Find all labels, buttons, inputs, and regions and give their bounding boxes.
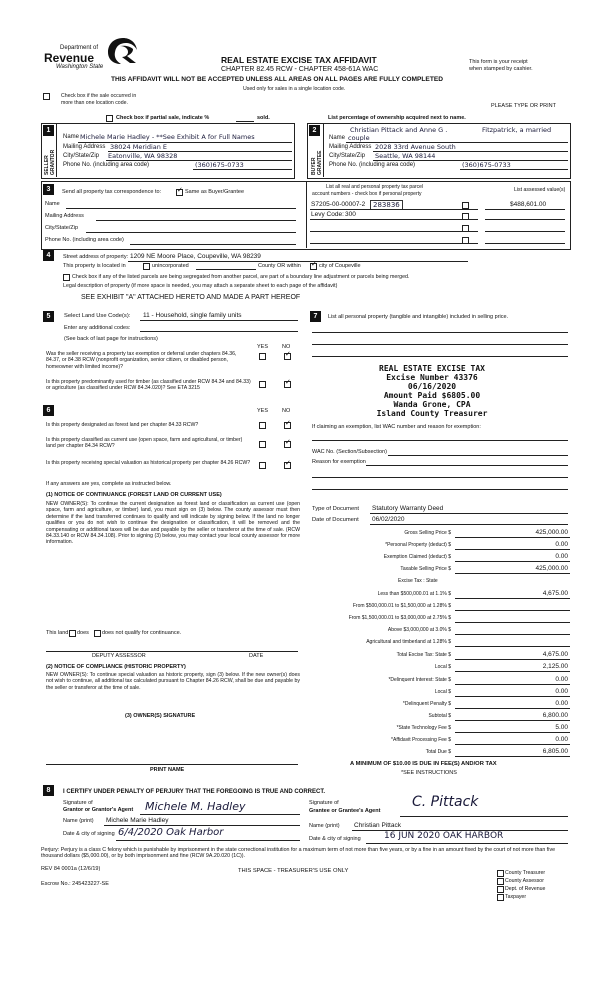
treasurer-use-only: THIS SPACE - TREASURER'S USE ONLY [238,868,349,874]
receipt-note-2: when stamped by cashier. [469,66,533,72]
seller-phone[interactable]: (360)675-0733 [195,161,244,169]
document-type-label: Type of Document [312,506,360,512]
copy-label: County Treasurer [505,870,546,876]
tax-row-value[interactable]: 0.00 [555,736,568,743]
sec5-question-1: Was the seller receiving a property tax exemption or deferral under chapters 84.36, 84.37, or 84.38 RCW (nonprofit organization, senior citizen, or disabled person, homeowner with limited income)? [46,351,237,370]
personal-property-checkbox-2[interactable] [462,213,469,220]
copy-label: County Assessor [505,878,544,884]
tax-row-label: Above $3,000,000 at 3.0% $ [387,627,451,633]
tax-row-label: Excise Tax : State [398,578,438,584]
sec5-question-2: Is this property predominantly used for timber (as classified under RCW 84.34 and 84.33) or agriculture (as classified under RCW 84.34.020)? See ETA 3215 [46,379,251,392]
sec5-q2-no[interactable] [284,381,291,388]
copy-checkbox[interactable] [497,886,504,893]
tax-row-label: Agricultural and timberland at 1.28% $ [366,639,451,645]
buyer-name[interactable]: couple [348,134,370,142]
dept-line3: Washington State [56,64,104,70]
sec6-question-2: Is this property classified as current use (open space, farm and agricultural, or timber) land per chapter 84.34 RCW? [46,437,243,450]
same-as-buyer-label: Same as Buyer/Grantee [185,189,245,195]
sec6-q2-yes[interactable] [259,441,266,448]
grantee-sig-label-1: Signature of [309,800,339,806]
tax-row-label: Less than $500,000.01 at 1.1% $ [377,591,451,597]
levy-code[interactable]: 300 [345,211,356,218]
dept-line1: Department of [60,45,99,51]
buyer-city[interactable]: Seattle, WA 98144 [375,152,436,160]
dept-line2: Revenue [44,51,95,65]
stamp-line-6: Island County Treasurer [376,409,488,418]
buyer-side-label: BUYER GRANTEE [311,150,323,175]
copy-checkbox[interactable] [497,894,504,901]
stamp-line-5: Wanda Grone, CPA [393,400,471,409]
located-in-label: This property is located in [63,263,126,269]
buyer-name-top-2[interactable]: Fitzpatrick, a married [482,126,552,134]
assessed-value[interactable]: $488,601.00 [510,201,547,208]
ownership-note: List percentage of ownership acquired next to name. [328,115,466,121]
grantee-date-city[interactable]: 16 JUN 2020 OAK HARBOR [384,831,504,841]
copy-checkbox[interactable] [497,870,504,877]
personal-property-label: List all personal property (tangible and intangible) included in selling price. [328,314,509,320]
seller-address-label: Mailing Address [63,144,106,150]
sec6-q1-yes[interactable] [259,422,266,429]
multi-location-label-2: more than one location code. [61,100,128,106]
section-4-number: 4 [43,250,54,261]
assessor-date-label: DATE [249,653,264,659]
sec6-question-1: Is this property designated as forest land per chapter 84.33 RCW? [46,422,199,428]
tax-row-label: *Delinquent Interest: State $ [388,677,451,683]
grantor-date-city-label: Date & city of signing [63,831,115,837]
does-qualify-checkbox[interactable] [69,630,76,637]
form-warning: THIS AFFIDAVIT WILL NOT BE ACCEPTED UNLESS ALL AREAS ON ALL PAGES ARE FULLY COMPLETED [111,76,444,83]
copy-checkbox[interactable] [497,878,504,885]
buyer-name-label: Name [329,135,346,141]
buyer-address-label: Mailing Address [329,144,372,150]
revenue-logo-icon [106,36,140,66]
stamp-line-4: Amount Paid $6805.00 [383,391,481,400]
tax-row-value[interactable]: 6,800.00 [542,712,568,719]
seller-side-label: SELLER GRANTOR [44,149,56,175]
does-not-label: does not qualify for continuance. [102,630,182,636]
see-instructions-note: *SEE INSTRUCTIONS [401,770,457,776]
legal-description-label: Legal description of property (if more space is needed, you may attach a separate sheet to each page of the affidavit) [63,283,338,289]
tax-row-label: Exemption Claimed (deduct) $ [383,554,451,560]
tax-row-label: Gross Selling Price $ [404,530,451,536]
tax-row-label: Subtotal $ [428,713,451,719]
notice-continuance-title: (1) NOTICE OF CONTINUANCE (FOREST LAND OR CURRENT USE) [46,492,222,498]
section-5-number: 5 [43,311,54,322]
sec5-q2-yes[interactable] [259,381,266,388]
sec5-q1-no[interactable] [284,353,291,360]
land-use-label: Select Land Use Code(s): [64,313,131,319]
land-use-code[interactable]: 11 - Household, single family units [143,312,242,319]
please-type: PLEASE TYPE OR PRINT [491,103,557,109]
tax-row-label: *Delinquent Penalty $ [402,701,451,707]
seller-city-label: City/State/Zip [63,153,100,159]
street-address[interactable]: 1209 NE Moore Place, Coupeville, WA 98239 [130,253,261,260]
sec6-q2-no[interactable] [284,441,291,448]
levy-code-label: Levy Code: [311,211,344,218]
sec3-city-label: City/State/Zip [45,225,79,231]
tax-row-value[interactable]: 5.00 [555,724,568,731]
sec6-q3-no[interactable] [284,462,291,469]
seller-address[interactable]: 38024 Meridian E [110,143,168,151]
does-not-qualify-checkbox[interactable] [94,630,101,637]
see-back-note: (See back of last page for instructions) [64,336,158,342]
parcel-header-2: account numbers - check box if personal property [312,191,422,197]
stamp-line-1: REAL ESTATE EXCISE TAX [379,364,485,373]
seller-phone-label: Phone No. (including area code) [63,162,150,168]
form-chapter: CHAPTER 82.45 RCW - CHAPTER 458-61A WAC [221,66,379,73]
personal-property-checkbox-4[interactable] [462,237,469,244]
tax-row-value[interactable]: 4,675.00 [542,590,568,597]
exhibit-reference: SEE EXHIBIT "A" ATTACHED HERETO AND MADE A PART HEREOF [81,294,301,301]
sec6-question-3: Is this property receiving special valuation as historical property per chapter 84.26 RCW? [46,460,251,466]
section-1-number: 1 [43,125,54,136]
buyer-phone-label: Phone No. (including area code) [329,162,416,168]
sec6-q3-yes[interactable] [259,462,266,469]
buyer-city-label: City/State/Zip [329,153,366,159]
same-as-buyer-checkbox[interactable] [176,189,183,196]
this-land-label: This land [46,630,69,636]
grantor-sig-label-2: Grantor or Grantor's Agent [63,807,134,813]
unincorporated-label: unincorporated [152,263,189,269]
section-2-number: 2 [309,125,320,136]
county-or-within-label: County OR within [258,263,301,269]
receipt-note-1: This form is your receipt [469,59,528,65]
sec3-address-label: Mailing Address [45,213,84,219]
additional-codes-label: Enter any additional codes: [64,325,131,331]
segregated-checkbox[interactable] [63,274,70,281]
sec5-no-header: NO [282,344,291,350]
partial-sale-sold: sold. [257,115,270,121]
document-date[interactable]: 06/02/2020 [372,516,405,523]
notice-continuance-body: NEW OWNER(S): To continue the current designation as forest land or classification as current use (open space, farm and agriculture, or timber) land, you must sign on (3) below. The county assessor must then determine if the land transferred continues to qualify and will indicate by signing below. If the land no longer qualifies or you do not wish to continue the designation or classification, it will be removed and the compensating or additional taxes will be due and payable by the seller or transferor at the time of sale. (RCW 84.33.140 or RCW 84.34.108). Prior to signing (3) below, you may contact your local county assessor for more information. [46,501,300,546]
sec5-q1-yes[interactable] [259,353,266,360]
notice-compliance-body: NEW OWNER(S): To continue special valuation as historic property, sign (3) below. If the new owner(s) does not wish to continue, all additional tax calculated pursuant to Chapter 84.26 RCW, shall be due and payable by the seller or transferor at the time of sale. [46,672,300,691]
tax-row-value[interactable]: 425,000.00 [535,529,568,536]
tax-row-label: Total Due $ [425,749,451,755]
sec3-name-label: Name [45,201,60,207]
tax-row-value[interactable]: 425,000.00 [535,565,568,572]
stamp-line-3: 06/16/2020 [407,382,457,391]
section-3-number: 3 [43,184,54,195]
tax-row-value[interactable]: 0.00 [555,676,568,683]
grantee-printed-name[interactable]: Christian Pittack [354,822,401,829]
stamp-line-2: Excise Number 43376 [386,373,478,382]
deputy-assessor-label: DEPUTY ASSESSOR [92,653,146,659]
does-label: does [77,630,89,636]
form-revision: REV 84 0001a (12/6/19) [41,866,101,872]
form-title: REAL ESTATE EXCISE TAX AFFIDAVIT [221,55,377,65]
city-of-label: city of Coupeville [319,263,361,269]
within-city-checkbox[interactable] [310,263,317,270]
tax-row-label: From $500,000.01 to $1,500,000 at 1.28% $ [352,603,451,609]
tax-row-label: *State Technology Fee $ [396,725,451,731]
notice-compliance-title: (2) NOTICE OF COMPLIANCE (HISTORIC PROPERTY) [46,664,186,670]
seller-name[interactable]: Michele Marie Hadley - **See Exhibit A for Full Names [80,133,255,141]
multi-location-checkbox[interactable] [43,93,50,100]
if-yes-note: If any answers are yes, complete as instructed below. [46,481,172,487]
tax-row-label: Local $ [434,664,451,670]
certify-statement: I CERTIFY UNDER PENALTY OF PERJURY THAT THE FOREGOING IS TRUE AND CORRECT. [63,789,326,795]
exemption-label: If claiming an exemption, list WAC number and reason for exemption: [312,424,481,430]
owner-signature-label: (3) OWNER(S) SIGNATURE [125,713,196,719]
partial-sale-checkbox[interactable] [106,115,113,122]
personal-property-checkbox-3[interactable] [462,225,469,232]
grantee-sig-label-2: Grantee or Grantee's Agent [309,808,381,814]
buyer-phone[interactable]: (360)675-0733 [462,161,511,169]
buyer-address[interactable]: 2028 33rd Avenue South [375,143,456,151]
street-address-label: Street address of property: [63,254,129,260]
used-only-note: Used only for sales in a single location code. [243,86,346,92]
sec6-no-header: NO [282,408,291,414]
sec6-q1-no[interactable] [284,422,291,429]
tax-row-value[interactable]: 2,125.00 [542,663,568,670]
minimum-due-note: A MINIMUM OF $10.00 IS DUE IN FEE(S) AND/OR TAX [350,761,497,767]
grantor-printed-name[interactable]: Michele Marie Hadley [106,817,169,824]
tax-row-value[interactable]: 6,805.00 [542,748,568,755]
section-6-number: 6 [43,405,54,416]
grantor-name-print-label: Name (print) [63,818,94,824]
grantor-date-city[interactable]: 6/4/2020 Oak Harbor [118,827,224,838]
perjury-statement: Perjury: Perjury is a class C felony which is punishable by imprisonment in the state correctional institution for a maximum term of not more than five years, or by a fine in an amount fixed by the court of not more than five thousand dollars ($5,000.00), or by both imprisonment and fine (RCW 9A.20.020 (1C)). [41,847,556,860]
tax-row-value[interactable]: 0.00 [555,700,568,707]
section-8-number: 8 [43,785,54,796]
tax-row-label: *Affidavit Processing Fee $ [391,737,451,743]
parcel-header-1: List all real and personal property tax parcel [326,184,423,190]
seller-name-label: Name [63,134,80,140]
sec6-yes-header: YES [257,408,269,414]
grantee-signature[interactable]: C. Pittack [412,794,479,810]
section-7-number: 7 [310,311,321,322]
wac-label: WAC No. (Section/Subsection) [312,449,387,455]
grantor-sig-label-1: Signature of [63,800,93,806]
grantee-date-city-label: Date & city of signing [309,836,361,842]
tax-row-label: Taxable Selling Price $ [400,566,451,572]
grantee-name-print-label: Name (print) [309,823,340,829]
multi-location-label-1: Check box if the sale occurred in [61,93,137,99]
parcel-number[interactable]: S7205-00-00007-2 [311,201,366,208]
partial-sale-label: Check box if partial sale, indicate % [116,115,210,121]
grantor-signature[interactable]: Michele M. Hadley [145,800,246,813]
tax-row-label: Local $ [434,689,451,695]
send-correspondence-label: Send all property tax correspondence to: [62,189,162,195]
document-date-label: Date of Document [312,517,359,523]
tax-row-value[interactable]: 0.00 [555,688,568,695]
sec5-yes-header: YES [257,344,269,350]
tax-row-value[interactable]: 0.00 [555,541,568,548]
reason-label: Reason for exemption [312,459,366,465]
tax-row-value[interactable]: 0.00 [555,553,568,560]
escrow-number: Escrow No.: 245423227-SE [41,881,109,887]
sec3-phone-label: Phone No. (including area code) [45,237,124,243]
unincorporated-checkbox[interactable] [143,263,150,270]
buyer-name-top[interactable]: Christian Pittack and Anne G . [350,126,448,134]
tax-row-label: From $1,500,000.01 to $3,000,000 at 2.75% $ [348,615,451,621]
parcel-number-handwritten[interactable]: 283836 [370,200,403,210]
seller-city[interactable]: Eatonville, WA 98328 [108,152,178,160]
tax-row-label: *Personal Property (deduct) $ [385,542,451,548]
tax-row-label: Total Excise Tax: State $ [396,652,451,658]
print-name-label: PRINT NAME [150,767,185,773]
personal-property-checkbox-1[interactable] [462,202,469,209]
copy-label: Dept. of Revenue [505,886,546,892]
segregated-label: Check box if any of the listed parcels are being segregated from another parcel, are part of a boundary line adjustment or parcels being merged. [72,274,410,280]
copy-label: Taxpayer [505,894,527,900]
tax-row-value[interactable]: 4,675.00 [542,651,568,658]
document-type[interactable]: Statutory Warranty Deed [372,505,444,512]
assessed-header: List assessed value(s) [514,187,566,193]
